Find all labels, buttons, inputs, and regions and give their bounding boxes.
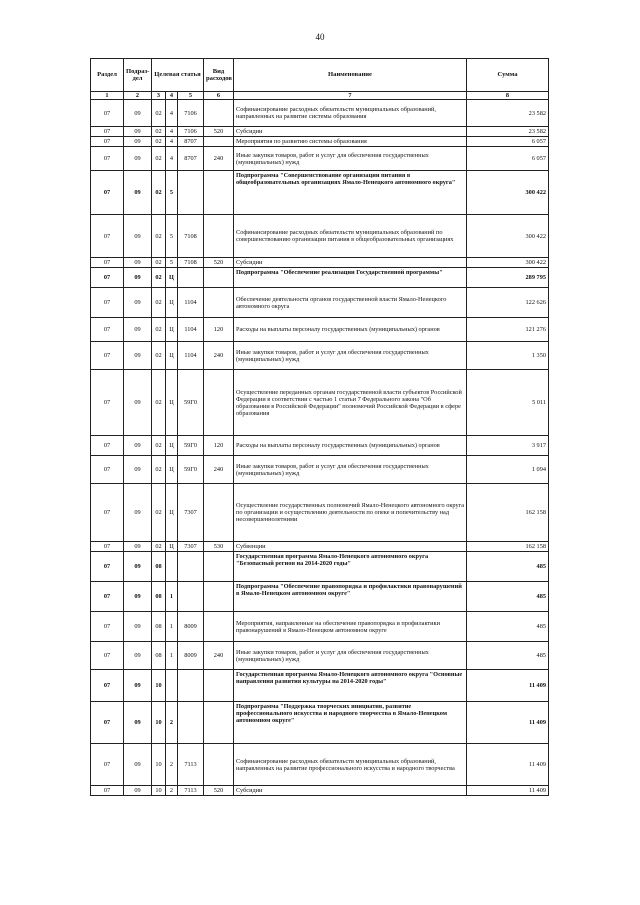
cell-section: 07	[91, 288, 124, 318]
cell-sum: 162 158	[467, 484, 549, 542]
cell-section: 07	[91, 612, 124, 642]
cell-expense-type: 240	[204, 456, 234, 484]
cell-expense-type: 240	[204, 342, 234, 370]
budget-table	[90, 58, 549, 796]
table-row	[91, 612, 549, 642]
cell-sum: 23 582	[467, 100, 549, 127]
header-sum: Сумма	[467, 59, 549, 92]
table-row	[91, 484, 549, 542]
cell-section: 07	[91, 215, 124, 258]
cell-expense-type	[204, 215, 234, 258]
cell-subprogram: Ц	[166, 542, 178, 552]
cell-program: 02	[152, 258, 166, 268]
table-row	[91, 744, 549, 786]
cell-sum: 485	[467, 552, 549, 582]
cell-name: Осуществление переданных органам государственной власти субъектов Российской Федерации в соответствии с частью 1 статьи 7 Федерального закона "Об образовании в Российской Федерации" полномочий Российской Федерации в сфере образования	[234, 370, 467, 436]
cell-sum: 121 276	[467, 318, 549, 342]
cell-sum: 162 158	[467, 542, 549, 552]
table-row	[91, 670, 549, 702]
cell-sum: 300 422	[467, 171, 549, 215]
cell-sum: 300 422	[467, 215, 549, 258]
header-expense-type: Вид расходов	[204, 59, 234, 92]
cell-subsection: 09	[124, 370, 152, 436]
cell-subsection: 09	[124, 215, 152, 258]
cell-name: Мероприятия по развитию системы образования	[234, 137, 467, 147]
cell-sum: 1 094	[467, 456, 549, 484]
cell-direction: 1104	[178, 288, 204, 318]
table-row	[91, 127, 549, 137]
cell-expense-type: 240	[204, 147, 234, 171]
cell-program: 02	[152, 342, 166, 370]
cell-subsection: 09	[124, 147, 152, 171]
cell-section: 07	[91, 542, 124, 552]
cell-subsection: 09	[124, 318, 152, 342]
cell-direction: 8009	[178, 642, 204, 670]
header-name: Наименование	[234, 59, 467, 92]
cell-subprogram: 4	[166, 137, 178, 147]
cell-section: 07	[91, 456, 124, 484]
cell-direction: 7108	[178, 215, 204, 258]
cell-program: 08	[152, 582, 166, 612]
cell-name: Иные закупки товаров, работ и услуг для обеспечения государственных (муниципальных) нужд	[234, 147, 467, 171]
cell-section: 07	[91, 318, 124, 342]
cell-program: 02	[152, 370, 166, 436]
cell-expense-type	[204, 288, 234, 318]
cell-expense-type	[204, 670, 234, 702]
cell-direction: 7106	[178, 127, 204, 137]
cell-subsection: 09	[124, 100, 152, 127]
cell-direction: 59Г0	[178, 456, 204, 484]
cell-subprogram: 4	[166, 147, 178, 171]
cell-program: 02	[152, 127, 166, 137]
cell-program: 10	[152, 702, 166, 744]
cell-section: 07	[91, 642, 124, 670]
cell-subsection: 09	[124, 552, 152, 582]
cell-direction: 7307	[178, 542, 204, 552]
column-number-row	[91, 92, 549, 100]
cell-direction	[178, 268, 204, 288]
cell-section: 07	[91, 702, 124, 744]
header-target-article: Целевая статья	[152, 59, 204, 92]
cell-sum: 485	[467, 642, 549, 670]
cell-sum: 11 409	[467, 744, 549, 786]
cell-program: 10	[152, 744, 166, 786]
cell-direction	[178, 670, 204, 702]
column-number: 4	[166, 92, 178, 100]
cell-subprogram	[166, 552, 178, 582]
table-row	[91, 702, 549, 744]
column-number: 7	[234, 92, 467, 100]
cell-name: Иные закупки товаров, работ и услуг для обеспечения государственных (муниципальных) нужд	[234, 642, 467, 670]
table-row	[91, 370, 549, 436]
cell-subprogram: Ц	[166, 318, 178, 342]
cell-subprogram: 4	[166, 100, 178, 127]
cell-expense-type: 520	[204, 127, 234, 137]
cell-sum: 485	[467, 612, 549, 642]
cell-subprogram	[166, 670, 178, 702]
cell-sum: 11 409	[467, 786, 549, 796]
header-subsection: Подраз-дел	[124, 59, 152, 92]
cell-subprogram: 1	[166, 612, 178, 642]
cell-subsection: 09	[124, 342, 152, 370]
cell-name: Мероприятия, направленные на обеспечение правопорядка и профилактики правонарушений в Ямало-Ненецком автономном округе	[234, 612, 467, 642]
table-row	[91, 342, 549, 370]
cell-program: 10	[152, 786, 166, 796]
cell-subsection: 09	[124, 744, 152, 786]
cell-section: 07	[91, 484, 124, 542]
cell-direction: 1104	[178, 342, 204, 370]
cell-expense-type: 520	[204, 258, 234, 268]
cell-section: 07	[91, 171, 124, 215]
column-number: 2	[124, 92, 152, 100]
cell-program: 08	[152, 552, 166, 582]
table-row	[91, 786, 549, 796]
cell-subprogram: Ц	[166, 268, 178, 288]
cell-subprogram: 2	[166, 744, 178, 786]
cell-program: 02	[152, 484, 166, 542]
cell-section: 07	[91, 147, 124, 171]
cell-direction: 1104	[178, 318, 204, 342]
cell-name: Субсидии	[234, 786, 467, 796]
cell-subsection: 09	[124, 542, 152, 552]
table-row	[91, 100, 549, 127]
cell-expense-type	[204, 137, 234, 147]
table-row	[91, 552, 549, 582]
page-number: 40	[315, 32, 325, 42]
cell-name: Иные закупки товаров, работ и услуг для обеспечения государственных (муниципальных) нужд	[234, 342, 467, 370]
cell-expense-type	[204, 702, 234, 744]
cell-name: Расходы на выплаты персоналу государственных (муниципальных) органов	[234, 318, 467, 342]
cell-subsection: 09	[124, 582, 152, 612]
cell-subprogram: 1	[166, 582, 178, 612]
cell-subprogram: Ц	[166, 370, 178, 436]
cell-sum: 6 057	[467, 137, 549, 147]
cell-program: 10	[152, 670, 166, 702]
cell-section: 07	[91, 786, 124, 796]
table-row	[91, 147, 549, 171]
header-row	[91, 59, 549, 92]
table-row	[91, 171, 549, 215]
cell-expense-type: 120	[204, 318, 234, 342]
cell-program: 02	[152, 137, 166, 147]
cell-sum: 6 057	[467, 147, 549, 171]
cell-name: Государственная программа Ямало-Ненецкого автономного округа "Безопасный регион на 2014-2020 годы"	[234, 552, 467, 582]
cell-subprogram: Ц	[166, 342, 178, 370]
cell-program: 08	[152, 642, 166, 670]
table-row	[91, 288, 549, 318]
cell-section: 07	[91, 744, 124, 786]
cell-expense-type	[204, 484, 234, 542]
cell-name: Подпрограмма "Обеспечение реализации Государственной программы"	[234, 268, 467, 288]
table-row	[91, 318, 549, 342]
cell-subsection: 09	[124, 670, 152, 702]
cell-subsection: 09	[124, 436, 152, 456]
cell-sum: 122 626	[467, 288, 549, 318]
cell-subsection: 09	[124, 484, 152, 542]
cell-name: Подпрограмма "Обеспечение правопорядка и профилактики правонарушений в Ямало-Ненецком автономном округе"	[234, 582, 467, 612]
cell-subprogram: Ц	[166, 484, 178, 542]
cell-name: Иные закупки товаров, работ и услуг для обеспечения государственных (муниципальных) нужд	[234, 456, 467, 484]
cell-expense-type	[204, 744, 234, 786]
table-row	[91, 137, 549, 147]
cell-expense-type	[204, 552, 234, 582]
cell-subsection: 09	[124, 137, 152, 147]
cell-program: 02	[152, 318, 166, 342]
table-row	[91, 542, 549, 552]
cell-subprogram: Ц	[166, 436, 178, 456]
cell-name: Расходы на выплаты персоналу государственных (муниципальных) органов	[234, 436, 467, 456]
cell-subsection: 09	[124, 268, 152, 288]
cell-sum: 485	[467, 582, 549, 612]
cell-subprogram: 2	[166, 702, 178, 744]
cell-name: Государственная программа Ямало-Ненецкого автономного округа "Основные направления развития культуры на 2014-2020 годы"	[234, 670, 467, 702]
cell-direction: 7106	[178, 100, 204, 127]
cell-subprogram: 2	[166, 786, 178, 796]
cell-program: 02	[152, 171, 166, 215]
cell-sum: 3 917	[467, 436, 549, 456]
cell-program: 02	[152, 147, 166, 171]
table-row	[91, 268, 549, 288]
cell-direction: 7113	[178, 744, 204, 786]
cell-sum: 11 409	[467, 670, 549, 702]
cell-name: Подпрограмма "Совершенствование организации питания в общеобразовательных организациях Ямало-Ненецкого автономного округа"	[234, 171, 467, 215]
cell-section: 07	[91, 670, 124, 702]
column-number: 3	[152, 92, 166, 100]
cell-expense-type	[204, 370, 234, 436]
cell-expense-type: 240	[204, 642, 234, 670]
cell-expense-type	[204, 100, 234, 127]
cell-direction	[178, 582, 204, 612]
cell-expense-type: 520	[204, 786, 234, 796]
cell-program: 02	[152, 215, 166, 258]
cell-program: 02	[152, 268, 166, 288]
cell-name: Субвенции	[234, 542, 467, 552]
table-row	[91, 436, 549, 456]
cell-name: Софинансирование расходных обязательств муниципальных образований, направленных на развитие профессионального искусства и народного творчества	[234, 744, 467, 786]
table-row	[91, 582, 549, 612]
cell-expense-type	[204, 171, 234, 215]
cell-section: 07	[91, 258, 124, 268]
cell-subsection: 09	[124, 786, 152, 796]
cell-subsection: 09	[124, 258, 152, 268]
cell-section: 07	[91, 370, 124, 436]
cell-expense-type	[204, 582, 234, 612]
cell-subprogram: 5	[166, 171, 178, 215]
column-number: 1	[91, 92, 124, 100]
cell-subprogram: Ц	[166, 456, 178, 484]
cell-section: 07	[91, 582, 124, 612]
cell-program: 02	[152, 100, 166, 127]
cell-direction	[178, 552, 204, 582]
cell-sum: 5 011	[467, 370, 549, 436]
cell-direction: 7108	[178, 258, 204, 268]
cell-subprogram: Ц	[166, 288, 178, 318]
cell-section: 07	[91, 100, 124, 127]
cell-direction: 59Г0	[178, 436, 204, 456]
cell-subsection: 09	[124, 612, 152, 642]
cell-expense-type: 120	[204, 436, 234, 456]
table-row	[91, 456, 549, 484]
cell-subsection: 09	[124, 456, 152, 484]
cell-subsection: 09	[124, 171, 152, 215]
cell-program: 02	[152, 456, 166, 484]
cell-sum: 300 422	[467, 258, 549, 268]
cell-name: Подпрограмма "Поддержка творческих инициатив, развитие профессионального искусства и народного творчества в Ямало-Ненецком автономном округе"	[234, 702, 467, 744]
cell-sum: 11 409	[467, 702, 549, 744]
table-body	[91, 100, 549, 796]
cell-direction: 8009	[178, 612, 204, 642]
cell-direction: 7307	[178, 484, 204, 542]
cell-name: Обеспечение деятельности органов государственной власти Ямало-Ненецкого автономного округа	[234, 288, 467, 318]
cell-subprogram: 1	[166, 642, 178, 670]
cell-sum: 1 350	[467, 342, 549, 370]
cell-expense-type	[204, 612, 234, 642]
cell-sum: 23 582	[467, 127, 549, 137]
cell-expense-type: 530	[204, 542, 234, 552]
cell-program: 02	[152, 436, 166, 456]
cell-direction: 8707	[178, 137, 204, 147]
cell-expense-type	[204, 268, 234, 288]
cell-section: 07	[91, 436, 124, 456]
cell-program: 02	[152, 288, 166, 318]
cell-subsection: 09	[124, 127, 152, 137]
cell-subsection: 09	[124, 288, 152, 318]
cell-program: 02	[152, 542, 166, 552]
cell-section: 07	[91, 268, 124, 288]
cell-name: Субсидии	[234, 127, 467, 137]
cell-program: 08	[152, 612, 166, 642]
cell-subsection: 09	[124, 642, 152, 670]
cell-direction: 7113	[178, 786, 204, 796]
cell-direction	[178, 702, 204, 744]
cell-direction: 8707	[178, 147, 204, 171]
column-number: 6	[204, 92, 234, 100]
table-row	[91, 258, 549, 268]
table-row	[91, 642, 549, 670]
cell-subprogram: 4	[166, 127, 178, 137]
cell-subprogram: 5	[166, 215, 178, 258]
cell-direction: 59Г0	[178, 370, 204, 436]
table-row	[91, 215, 549, 258]
cell-section: 07	[91, 552, 124, 582]
cell-name: Софинансирование расходных обязательств муниципальных образований по совершенствованию организации питания в общеобразовательных организациях	[234, 215, 467, 258]
column-number: 5	[178, 92, 204, 100]
cell-name: Осуществление государственных полномочий Ямало-Ненецкого автономного округа по организации и осуществлению деятельности по опеке и попечительству над несовершеннолетними	[234, 484, 467, 542]
cell-subsection: 09	[124, 702, 152, 744]
header-section: Раздел	[91, 59, 124, 92]
cell-subprogram: 5	[166, 258, 178, 268]
cell-section: 07	[91, 137, 124, 147]
cell-sum: 289 795	[467, 268, 549, 288]
cell-section: 07	[91, 127, 124, 137]
cell-section: 07	[91, 342, 124, 370]
column-number: 8	[467, 92, 549, 100]
cell-direction	[178, 171, 204, 215]
cell-name: Субсидии	[234, 258, 467, 268]
cell-name: Софинансирование расходных обязательств муниципальных образований, направленных на развитие системы образования	[234, 100, 467, 127]
